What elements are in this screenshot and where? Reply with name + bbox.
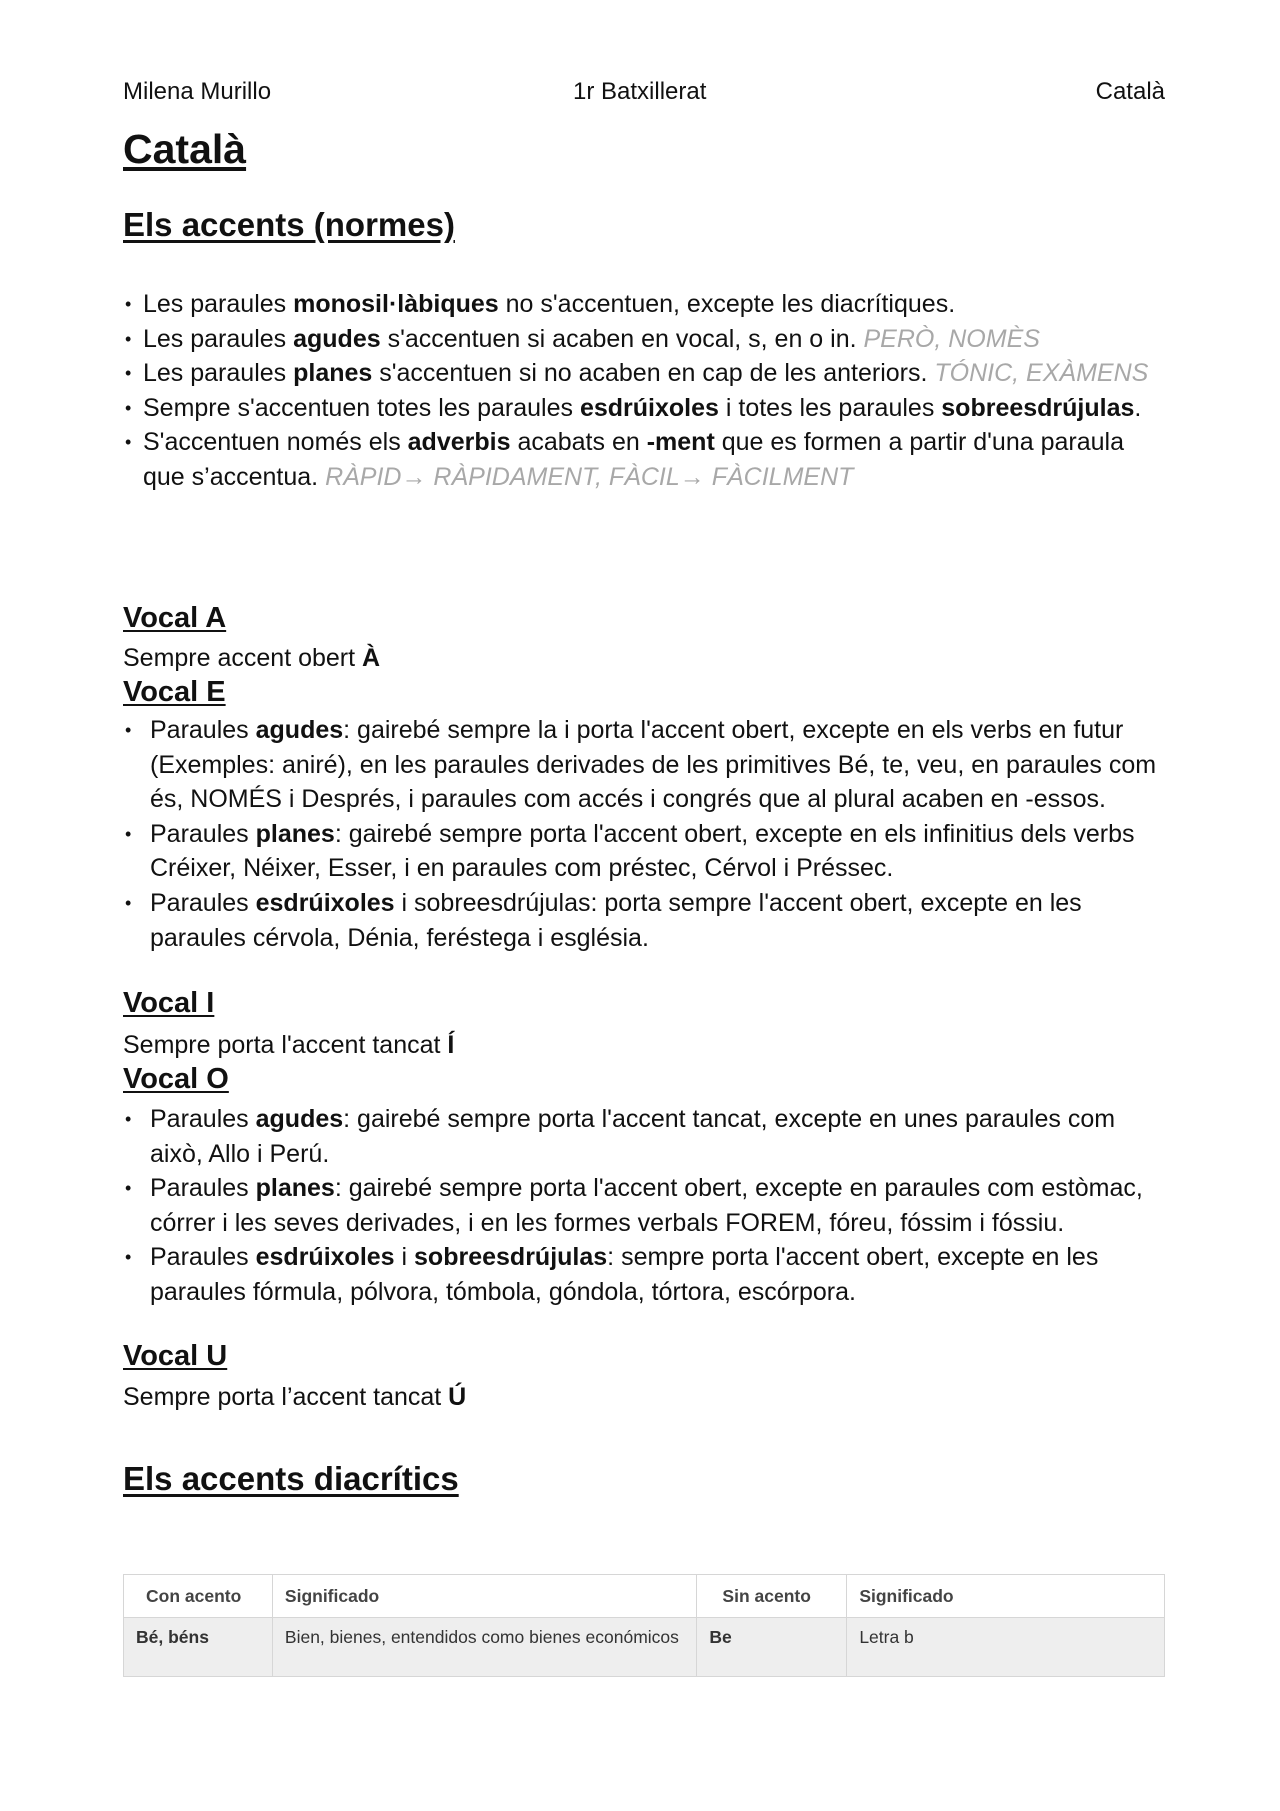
normes-list <box>123 287 1165 495</box>
table-header-row <box>124 1575 1165 1618</box>
example-text: RÀPID→ RÀPIDAMENT, FÀCIL→ FÀCILMENT <box>325 462 854 491</box>
table-cell: Be <box>697 1618 847 1677</box>
list-item: • Paraules planes: gairebé sempre porta l'accent obert, excepte en els infinitius dels verbs Créixer, Néixer, Esser, i en paraules com préstec, Cérvol i Préssec. <box>123 817 1165 886</box>
vocal-o-list <box>123 1102 1165 1310</box>
example-text: TÓNIC, EXÀMENS <box>934 359 1149 388</box>
vocal-a-text: Sempre accent obert À <box>123 644 381 672</box>
header-course: 1r Batxillerat <box>573 78 707 105</box>
header-author: Milena Murillo <box>123 78 272 105</box>
section-title-diacritics: Els accents diacrítics <box>123 1460 459 1497</box>
diacritics-table <box>123 1574 1165 1677</box>
header-subject: Català <box>1095 78 1165 105</box>
section-title-normes: Els accents (normes) <box>123 206 455 243</box>
list-item: • Paraules planes: gairebé sempre porta l'accent obert, excepte en paraules com estòmac, córrer i les seves derivades, i en les formes verbals FOREM, fóreu, fóssim i fóssiu. <box>123 1171 1165 1240</box>
table-cell: Bien, bienes, entendidos como bienes económicos <box>272 1618 697 1677</box>
list-item: • Paraules agudes: gairebé sempre porta l'accent tancat, excepte en unes paraules com això, Allo i Perú. <box>123 1102 1165 1171</box>
column-header: Sin acento <box>697 1575 847 1618</box>
page-header <box>123 78 1165 108</box>
list-item: • Les paraules planes s'accentuen si no acaben en cap de les anteriors. TÓNIC, EXÀMENS <box>123 356 1165 391</box>
vocal-u-title: Vocal U <box>123 1340 228 1372</box>
column-header: Significado <box>847 1575 1165 1618</box>
vocal-i-title: Vocal I <box>123 987 215 1019</box>
vocal-a-title: Vocal A <box>123 602 227 634</box>
table-cell: Letra b <box>847 1618 1165 1677</box>
vocal-u-text: Sempre porta l’accent tancat Ú <box>123 1383 467 1411</box>
list-item: • Sempre s'accentuen totes les paraules esdrúixoles i totes les paraules sobreesdrújulas. <box>123 391 1165 426</box>
list-item: • Paraules agudes: gairebé sempre la i porta l'accent obert, excepte en els verbs en futur (Exemples: aniré), en les paraules derivades de les primitives Bé, te, veu, en paraules com és, NOMÉS i Després, i paraules com accés i congrés que al plural acaben en -essos. <box>123 713 1165 817</box>
vocal-o-title: Vocal O <box>123 1063 229 1095</box>
column-header: Significado <box>272 1575 697 1618</box>
table-row <box>124 1618 1165 1677</box>
list-item: • S'accentuen només els adverbis acabats en -ment que es formen a partir d'una paraula que s’accentua. RÀPID→ RÀPIDAMENT, FÀCIL→ FÀCILMENT <box>123 425 1165 494</box>
list-item: • Paraules esdrúixoles i sobreesdrújulas: porta sempre l'accent obert, excepte en les paraules cérvola, Dénia, feréstega i església. <box>123 886 1165 955</box>
column-header: Con acento <box>124 1575 273 1618</box>
example-text: PERÒ, NOMÈS <box>863 324 1040 353</box>
table-cell: Bé, béns <box>124 1618 273 1677</box>
vocal-e-list <box>123 713 1165 955</box>
vocal-i-text: Sempre porta l'accent tancat Í <box>123 1031 455 1059</box>
list-item: • Les paraules monosil·làbiques no s'accentuen, excepte les diacrítiques. <box>123 287 1165 322</box>
list-item: • Les paraules agudes s'accentuen si acaben en vocal, s, en o in. PERÒ, NOMÈS <box>123 322 1165 357</box>
vocal-e-title: Vocal E <box>123 676 226 708</box>
document-title: Català <box>123 126 247 172</box>
list-item: • Paraules esdrúixoles i sobreesdrújulas: sempre porta l'accent obert, excepte en les paraules fórmula, pólvora, tómbola, góndola, tórtora, escórpora. <box>123 1240 1165 1309</box>
